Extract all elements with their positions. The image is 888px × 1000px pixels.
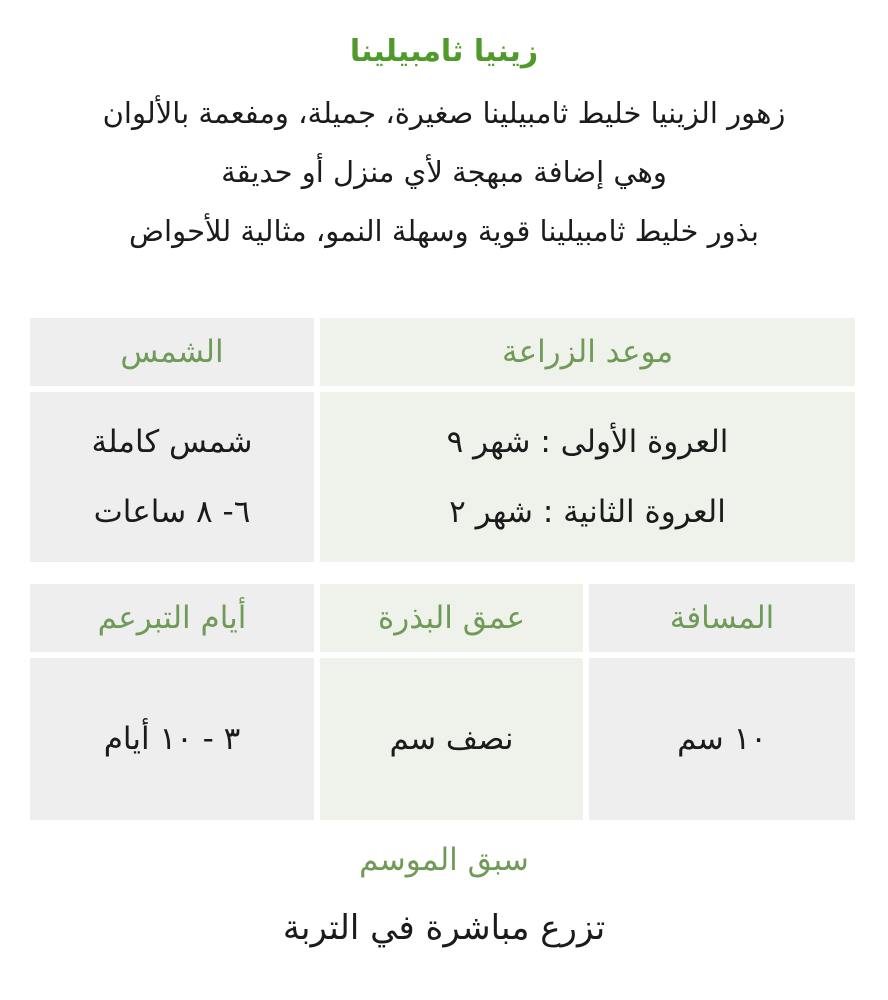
sun-header: الشمس [30,318,314,386]
germination-days-header: أيام التبرعم [30,584,314,652]
germination-days-value [30,658,314,820]
intro-line-3: بذور خليط ثامبيلينا قوية وسهلة النمو، مثالية للأحواض [129,214,759,248]
spacing-text: ١٠ سم [677,721,767,757]
seed-depth-value [320,658,583,820]
planting-season-2: العروة الثانية : شهر ٢ [449,494,726,530]
spacing-header: المسافة [589,584,855,652]
season-value: تزرع مباشرة في التربة [282,908,606,948]
sun-hours: ٦- ٨ ساعات [93,494,251,530]
sun-exposure: شمس كاملة [91,424,253,460]
planting-time-value [320,392,855,562]
spacing-value [589,658,855,820]
planting-season-1: العروة الأولى : شهر ٩ [446,424,729,460]
sun-value [30,392,314,562]
season-label: سبق الموسم [359,842,529,878]
planting-time-header: موعد الزراعة [320,318,855,386]
intro-line-1: زهور الزينيا خليط ثامبيلينا صغيرة، جميلة، ومفعمة بالألوان [102,96,786,130]
seed-depth-header: عمق البذرة [320,584,583,652]
germination-days-text: ٣ - ١٠ أيام [103,721,241,757]
seed-depth-text: نصف سم [389,721,514,757]
intro-line-2: وهي إضافة مبهجة لأي منزل أو حديقة [221,155,667,189]
product-title: زينيا ثامبيلينا [349,34,539,69]
